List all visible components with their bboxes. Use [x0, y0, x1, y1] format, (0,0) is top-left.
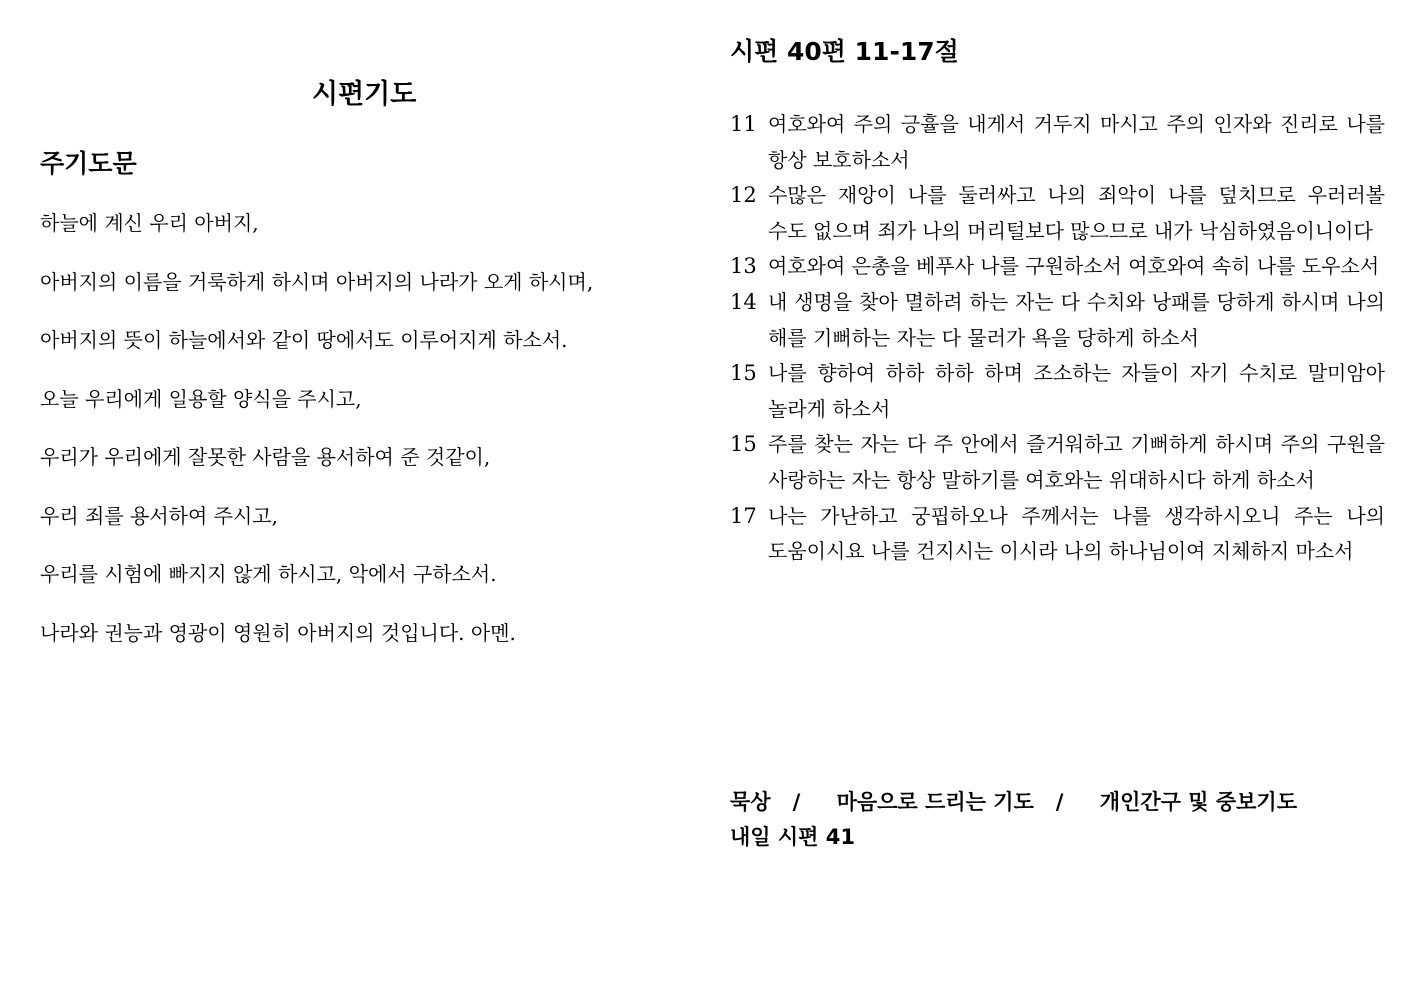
- verse-number: 12: [730, 183, 757, 208]
- verse-item: [730, 499, 1385, 570]
- separator: /: [1055, 790, 1064, 814]
- verse-number: 13: [730, 254, 757, 279]
- prayer-line: 우리가 우리에게 잘못한 사람을 용서하여 준 것같이,: [40, 445, 491, 469]
- verse-number: 11: [730, 112, 757, 136]
- verse-number: 17: [730, 503, 757, 528]
- verse-item: [730, 249, 1385, 285]
- footer: [730, 785, 1297, 855]
- prayer-line: 나라와 권능과 영광이 영원히 아버지의 것입니다. 아멘.: [40, 620, 516, 645]
- verse-item: [730, 178, 1385, 249]
- verse-text: 여호와여 은총을 베푸사 나를 구원하소서 여호와여 속히 나를 도우소서: [768, 254, 1380, 279]
- intercession-label: 개인간구 및 중보기도: [1099, 790, 1297, 814]
- verse-item: [730, 356, 1385, 427]
- verse-text: 주를 찾는 자는 다 주 안에서 즐거워하고 기뻐하게 하시며 주의 구원을 사랑하는 자는 항상 말하기를 여호와는 위대하시다 하게 하소서: [768, 432, 1385, 492]
- lords-prayer: [40, 205, 593, 673]
- prayer-line: 오늘 우리에게 일용할 양식을 주시고,: [40, 386, 362, 411]
- prayer-title: 주기도문: [40, 149, 137, 178]
- prayer-line: 아버지의 뜻이 하늘에서와 같이 땅에서도 이루어지게 하소서.: [40, 328, 568, 352]
- footer-steps: [730, 785, 1297, 820]
- separator: /: [792, 790, 801, 814]
- page-title: 시편기도: [312, 79, 417, 110]
- verse-text: 수많은 재앙이 나를 둘러싸고 나의 죄악이 나를 덮치므로 우러러볼 수도 없으며 죄가 나의 머리털보다 많으므로 내가 낙심하였음이니이다: [768, 183, 1385, 243]
- verse-number: 15: [730, 432, 757, 457]
- verse-item: [730, 285, 1385, 356]
- passage-title: 시편 40편 11-17절: [730, 37, 959, 66]
- prayer-line: 우리 죄를 용서하여 주시고,: [40, 503, 278, 528]
- verse-number: 14: [730, 289, 757, 314]
- next-reading: 내일 시편 41: [730, 825, 855, 849]
- meditation-label: 묵상: [730, 790, 771, 814]
- verse-text: 나는 가난하고 궁핍하오나 주께서는 나를 생각하시오니 주는 나의 도움이시요 나를 건지시는 이시라 나의 하나님이여 지체하지 마소서: [768, 503, 1385, 564]
- verse-text: 나를 향하여 하하 하하 하며 조소하는 자들이 자기 수치로 말미암아 놀라게 하소서: [768, 361, 1385, 421]
- heart-prayer-label: 마음으로 드리는 기도: [836, 790, 1034, 814]
- verse-number: 15: [730, 361, 757, 386]
- verse-item: [730, 427, 1385, 498]
- prayer-line: 하늘에 계신 우리 아버지,: [40, 211, 259, 235]
- verse-text: 여호와여 주의 긍휼을 내게서 거두지 마시고 주의 인자와 진리로 나를 항상 보호하소서: [768, 112, 1385, 172]
- prayer-line: 우리를 시험에 빠지지 않게 하시고, 악에서 구하소서.: [40, 562, 497, 586]
- verse-list: [730, 107, 1385, 570]
- verse-item: [730, 107, 1385, 178]
- verse-text: 내 생명을 찾아 멸하려 하는 자는 다 수치와 낭패를 당하게 하시며 나의 해를 기뻐하는 자는 다 물러가 욕을 당하게 하소서: [768, 289, 1385, 350]
- prayer-line: 아버지의 이름을 거룩하게 하시며 아버지의 나라가 오게 하시며,: [40, 269, 594, 294]
